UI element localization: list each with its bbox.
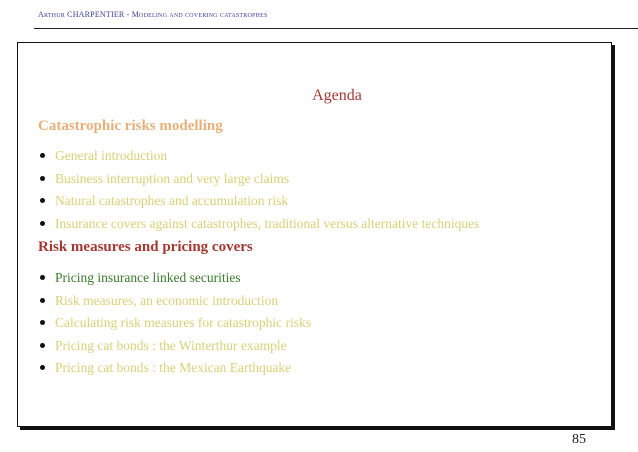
bullet-icon [40,176,45,181]
bullet-icon [40,320,45,325]
agenda-item-label: Pricing insurance linked securities [55,270,241,285]
agenda-item [38,147,479,170]
agenda-item [38,314,311,337]
bullet-icon [40,198,45,203]
header-rule [34,28,638,29]
bullet-icon [40,298,45,303]
bullet-icon [40,365,45,370]
agenda-item-label: Pricing cat bonds : the Winterthur example [55,337,287,353]
bullet-icon [40,221,45,226]
agenda-item-label: General introduction [55,148,168,163]
bullet-icon [40,275,45,280]
agenda-list-risk-measures [38,269,311,382]
agenda-item-label: Pricing cat bonds : the Mexican Earthquake [55,360,292,375]
agenda-item [38,359,311,382]
page-number: 85 [572,432,586,447]
bullet-icon [40,343,45,348]
agenda-item [38,215,479,238]
agenda-item [38,170,479,193]
agenda-list-catastrophic-risks [38,147,479,237]
agenda-item [38,337,311,360]
agenda-item-label: Risk measures, an economic introduction [55,292,279,308]
agenda-item-label: Natural catastrophes and accumulation risk [55,193,289,208]
agenda-item-current [38,269,311,292]
agenda-item [38,192,479,215]
agenda-item [38,292,311,315]
section-heading-risk-measures: Risk measures and pricing covers [38,239,253,255]
bullet-icon [40,153,45,158]
agenda-item-label: Calculating risk measures for catastrophic risks [55,315,312,330]
slide-title: Agenda [312,87,362,104]
agenda-item-label: Insurance covers against catastrophes, traditional versus alternative techniques [55,215,480,231]
section-heading-catastrophic-risks: Catastrophic risks modelling [38,118,223,134]
agenda-item-label: Business interruption and very large claims [55,170,290,186]
running-header: Arthur CHARPENTIER - Modeling and covering catastrophes [38,10,268,19]
